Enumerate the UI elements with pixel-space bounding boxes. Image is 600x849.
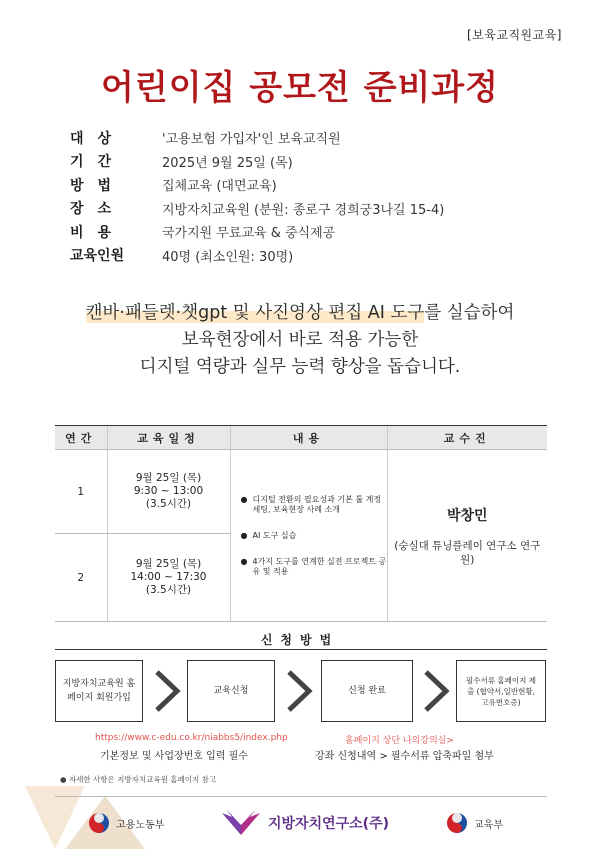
promo-line-1 bbox=[0, 300, 600, 327]
info-row-period bbox=[70, 150, 550, 174]
info-label: 비용 bbox=[70, 224, 126, 241]
content-item bbox=[241, 531, 387, 541]
content-text: AI 도구 실습 bbox=[252, 530, 297, 540]
step-complete: 신청 완료 bbox=[321, 660, 413, 722]
schedule-table bbox=[55, 425, 547, 622]
content-text: 디지털 전환의 필요성과 기본 툴 계정 세팅, 보육현장 사례 소개 bbox=[252, 494, 382, 514]
content-item bbox=[241, 495, 387, 515]
row-date-cell bbox=[107, 450, 230, 534]
chevron-right-icon bbox=[420, 668, 452, 714]
promo-line-1-suffix: 를 실습하여 bbox=[424, 303, 515, 323]
site-url-link[interactable]: https://www.c-edu.co.kr/niabbs5/index.php bbox=[95, 733, 288, 743]
info-list bbox=[70, 126, 550, 267]
logo-text: 교육부 bbox=[474, 819, 503, 831]
promo-line-3: 디지털 역량과 실무 능력 향상을 돕습니다. bbox=[139, 357, 461, 377]
note-label: 자세한 사항은 지방자치교육원 홈페이지 참고 bbox=[68, 775, 217, 784]
bullet-icon: ● bbox=[60, 775, 69, 784]
row-number: 1 bbox=[55, 450, 107, 534]
info-value: '고용보험 가입자'인 보육교직원 bbox=[162, 132, 341, 148]
chevron-right-icon bbox=[151, 668, 183, 714]
row-date-cell bbox=[107, 534, 230, 622]
info-row-method bbox=[70, 173, 550, 197]
info-label: 교육인원 bbox=[70, 248, 125, 265]
ministry-emblem-icon bbox=[88, 812, 110, 834]
chevron-right-icon bbox=[283, 668, 315, 714]
promo-highlight: 캔바·패들렛·챗gpt 및 사진영상 편집 AI 도구 bbox=[85, 303, 425, 323]
info-value: 국가지원 무료교육 & 중식제공 bbox=[162, 226, 336, 242]
info-label: 방법 bbox=[70, 177, 126, 194]
instructor-affiliation: (숭실대 튜닝플레이 연구소 연구원) bbox=[394, 539, 541, 566]
header-year: 연간 bbox=[55, 426, 107, 450]
instructor-name: 박창민 bbox=[446, 507, 488, 524]
table-row bbox=[55, 450, 547, 534]
content-text: 4가지 도구를 연계한 실전 프로젝트 공유 및 적용 bbox=[252, 556, 387, 576]
wings-logo-icon bbox=[220, 809, 262, 837]
divider bbox=[55, 649, 547, 650]
row-time: 14:00 ~ 17:30 bbox=[130, 571, 207, 583]
info-label: 기간 bbox=[70, 154, 126, 171]
row-hours: (3.5시간) bbox=[145, 498, 192, 510]
info-row-place bbox=[70, 197, 550, 221]
instructor-cell bbox=[387, 450, 547, 622]
row-date: 9월 25일 (목) bbox=[135, 472, 202, 484]
info-row-capacity bbox=[70, 244, 550, 268]
info-label: 장소 bbox=[70, 201, 126, 218]
bullet-icon: ● bbox=[240, 556, 248, 566]
apply-section-title: 신청방법 bbox=[260, 633, 340, 647]
step-signup: 지방자치교육원 홈페이지 회원가입 bbox=[55, 660, 143, 722]
header-instructor: 교수진 bbox=[387, 426, 547, 450]
ministry-emblem-icon bbox=[446, 812, 468, 834]
logo-text: 지방자치연구소(주) bbox=[268, 816, 389, 832]
bullet-icon: ● bbox=[240, 494, 248, 504]
row-time: 9:30 ~ 13:00 bbox=[133, 485, 204, 497]
info-label: 대상 bbox=[70, 130, 126, 147]
promo-text bbox=[0, 300, 600, 381]
content-item bbox=[241, 557, 387, 577]
logo-text: 고용노동부 bbox=[116, 819, 165, 831]
bullet-icon: ● bbox=[240, 530, 248, 540]
info-row-cost bbox=[70, 220, 550, 244]
info-value: 2025년 9월 25일 (목) bbox=[162, 155, 293, 171]
header-schedule: 교육일정 bbox=[107, 426, 230, 450]
note-text bbox=[60, 774, 216, 785]
promo-line-2: 보육현장에서 바로 적용 가능한 bbox=[181, 330, 419, 350]
logo-moe bbox=[446, 812, 503, 834]
logo-institute bbox=[220, 809, 389, 837]
divider bbox=[55, 796, 547, 797]
row-hours: (3.5시간) bbox=[145, 584, 192, 596]
content-cell bbox=[230, 450, 387, 622]
page-title: 어린이집 공모전 준비과정 bbox=[101, 68, 499, 108]
info-value: 지방자치교육원 (분원: 종로구 경희궁3나길 15-4) bbox=[162, 202, 445, 218]
row-date: 9월 25일 (목) bbox=[135, 558, 202, 570]
requirement-text: 기본정보 및 사업장번호 입력 필수 bbox=[100, 751, 248, 762]
step-apply: 교육신청 bbox=[187, 660, 275, 722]
category-tag: [보육교직원교육] bbox=[466, 28, 562, 42]
info-row-target bbox=[70, 126, 550, 150]
step-documents: 필수서류 홈페이지 제출 (협약서,일반현황, 고유번호증) bbox=[456, 660, 546, 722]
header-content: 내용 bbox=[230, 426, 387, 450]
row-number: 2 bbox=[55, 534, 107, 622]
logo-moel bbox=[88, 812, 164, 834]
homepage-hint: 홈페이지 상단 나의강의실> bbox=[345, 736, 454, 746]
info-value: 40명 (최소인원: 30명) bbox=[162, 249, 294, 265]
requirement-text: 강좌 신청내역 > 필수서류 압축파일 첨부 bbox=[315, 751, 494, 762]
info-value: 집체교육 (대면교육) bbox=[162, 179, 277, 195]
